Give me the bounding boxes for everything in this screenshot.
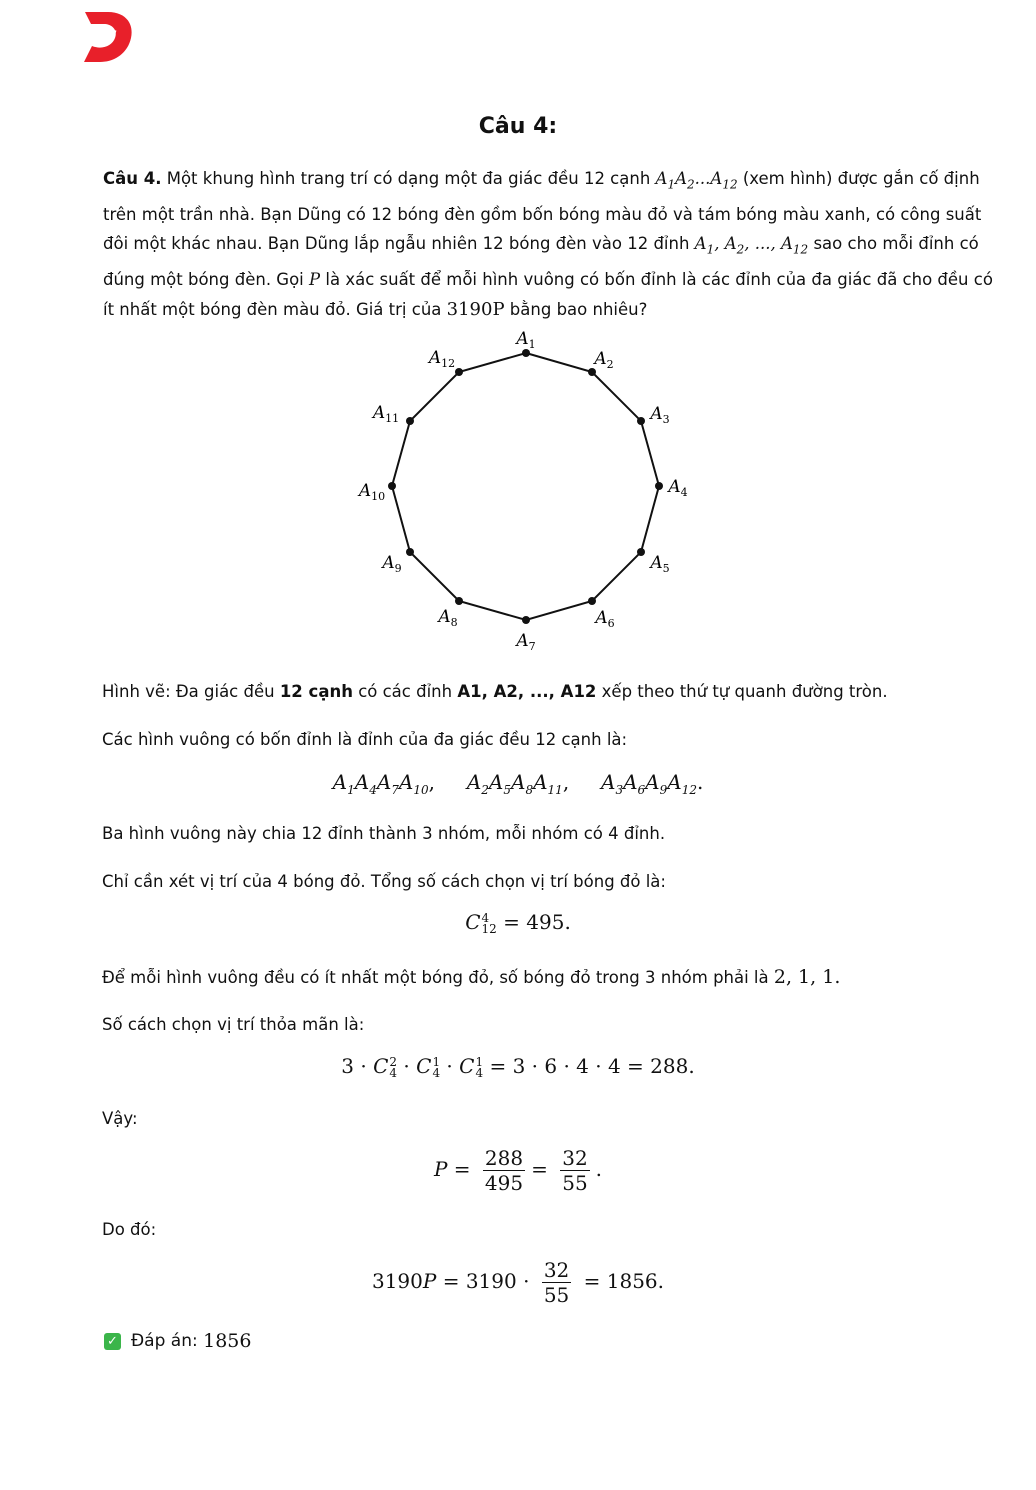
vertex-dot-a12 bbox=[455, 368, 463, 376]
question-title: Câu 4: bbox=[478, 114, 558, 139]
ways-text: Số cách chọn vị trí thỏa mãn là: bbox=[102, 1015, 365, 1034]
vertex-dot-a5 bbox=[637, 548, 645, 556]
therefore-label: Do đó: bbox=[102, 1220, 157, 1239]
vertex-label-a7: $A_7$ bbox=[516, 631, 536, 652]
brand-logo bbox=[82, 10, 134, 64]
problem-statement: Câu 4. Một khung hình trang trí có dạng một đa giác đều 12 cạnh $A_1A_2...A_{12}$ (xem hình) được gắn cố định trên một trần nhà. Bạn Dũng có 12 bóng đèn gồm bốn bóng màu đỏ và tám bóng màu xanh, có công suất đôi một khác nhau. Bạn Dũng lắp ngẫu nhiên 12 bóng đèn vào 12 đỉnh $A_1$, $A_2$, ..., $A_{12}$ sao cho mỗi đỉnh có đúng một bóng đèn. Gọi P là xác suất để mỗi hình vuông có bốn đỉnh là các đỉnh của đa giác đã cho đều có ít nhất một bóng đèn màu đỏ. Giá trị của 3190P bằng bao nhiêu? bbox=[103, 169, 993, 320]
problem-label: Câu 4. bbox=[103, 169, 162, 188]
dodecagon-figure bbox=[340, 322, 700, 652]
vertex-dot-a8 bbox=[455, 597, 463, 605]
vertex-label-a2: $A_2$ bbox=[594, 349, 614, 371]
answer-line: ✓ Đáp án: 1856 bbox=[104, 1330, 251, 1352]
vertex-label-a9: $A_9$ bbox=[382, 553, 402, 575]
vertex-markers bbox=[357, 329, 688, 652]
groups-text: Ba hình vuông này chia 12 đỉnh thành 3 nhóm, mỗi nhóm có 4 đỉnh. bbox=[102, 824, 666, 843]
vertex-label-a6: $A_6$ bbox=[595, 608, 615, 630]
answer-value: 1856 bbox=[203, 1330, 252, 1352]
target-expression: 3190P bbox=[446, 298, 505, 320]
vertex-dot-a9 bbox=[406, 548, 414, 556]
vertex-dot-a4 bbox=[655, 482, 663, 490]
final-formula: 3190P = 3190 · $\frac{32}{55}$ = 1856. bbox=[371, 1258, 664, 1307]
vertex-dot-a3 bbox=[637, 417, 645, 425]
vertex-label-a12: $A_{12}$ bbox=[428, 348, 456, 370]
polygon-name: $A_1A_2...A_{12}$ bbox=[655, 169, 738, 192]
total-combinations: C 4 12 = 495. bbox=[465, 910, 571, 936]
vertex-label-a8: $A_8$ bbox=[438, 607, 458, 629]
vertex-dot-a10 bbox=[388, 482, 396, 490]
squares-intro: Các hình vuông có bốn đỉnh là đỉnh của đa giác đều 12 cạnh là: bbox=[102, 730, 628, 749]
vertex-label-a10: $A_{10}$ bbox=[358, 481, 386, 503]
dodecagon-outline bbox=[392, 353, 659, 620]
figure-caption: Hình vẽ: Đa giác đều 12 cạnh có các đỉnh A1, A2, ..., A12 xếp theo thứ tự quanh đường tròn. bbox=[102, 682, 888, 701]
vertex-list: $A_1$, $A_2$, ..., $A_{12}$ bbox=[694, 234, 809, 257]
vertex-label-a1: $A_1$ bbox=[516, 329, 536, 351]
vertex-dot-a7 bbox=[522, 616, 530, 624]
vertex-dot-a2 bbox=[588, 368, 596, 376]
red-bulbs-text: Chỉ cần xét vị trí của 4 bóng đỏ. Tổng số cách chọn vị trí bóng đỏ là: bbox=[102, 872, 666, 891]
prob-symbol: P bbox=[309, 270, 321, 290]
vertex-dot-a11 bbox=[406, 417, 414, 425]
vertex-dot-a6 bbox=[588, 597, 596, 605]
check-icon: ✓ bbox=[104, 1333, 121, 1350]
vertex-label-a11: $A_{11}$ bbox=[372, 403, 400, 425]
vertex-label-a3: $A_3$ bbox=[650, 404, 670, 426]
probability-formula: P = $\frac{288}{495}$ = $\frac{32}{55}$ . bbox=[433, 1146, 603, 1195]
squares-list: $A_1A_4A_7A_{10}$, $A_2A_5A_8A_{11}$, $A_3A_6A_9A_{12}$. bbox=[332, 770, 704, 797]
conclusion-label: Vậy: bbox=[102, 1109, 138, 1128]
ways-formula: 3 · C 2 4 · C 1 4 · C 1 4 = 3 · 6 · 4 · 4 = 288. bbox=[341, 1054, 695, 1080]
condition-text: Để mỗi hình vuông đều có ít nhất một bóng đỏ, số bóng đỏ trong 3 nhóm phải là 2, 1, 1. bbox=[102, 966, 841, 988]
vertex-label-a4: $A_4$ bbox=[668, 477, 688, 499]
vertex-label-a5: $A_5$ bbox=[650, 553, 670, 575]
